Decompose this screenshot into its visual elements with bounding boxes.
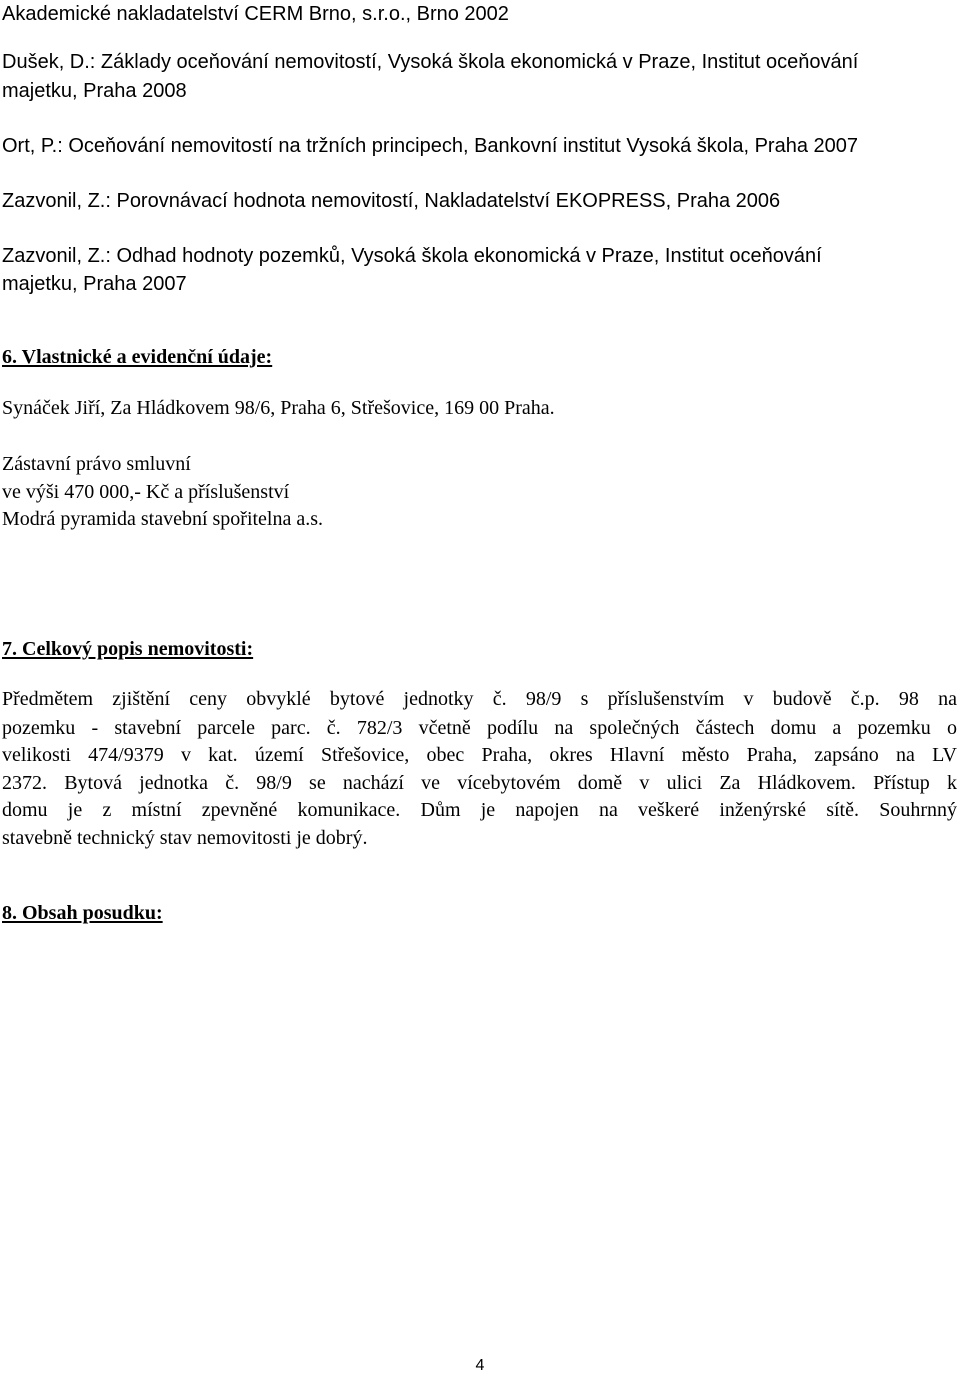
- description-line: 2372. Bytová jednotka č. 98/9 se nachází ve vícebytovém domě v ulici Za Hládkovem. Přístup k: [2, 772, 957, 794]
- reference-entry-continuation: majetku, Praha 2007: [2, 273, 187, 295]
- lien-type: Zástavní právo smluvní: [2, 453, 191, 475]
- owner-record: Synáček Jiří, Za Hládkovem 98/6, Praha 6, Střešovice, 169 00 Praha.: [2, 397, 555, 419]
- reference-entry: Dušek, D.: Základy oceňování nemovitostí, Vysoká škola ekonomická v Praze, Institut oceňování: [2, 51, 859, 73]
- description-line: velikosti 474/9379 v kat. území Střešovice, obec Praha, okres Hlavní město Praha, zapsáno na LV: [2, 744, 957, 766]
- page-number: 4: [475, 1357, 485, 1374]
- reference-entry: Akademické nakladatelství CERM Brno, s.r.o., Brno 2002: [2, 3, 509, 25]
- description-line: Předmětem zjištění ceny obvyklé bytové jednotky č. 98/9 s příslušenstvím v budově č.p. 98 na: [2, 688, 957, 710]
- lien-amount: ve výši 470 000,- Kč a příslušenství: [2, 481, 290, 503]
- description-line: pozemku - stavební parcele parc. č. 782/3 včetně podílu na společných částech domu a pozemku o: [2, 717, 957, 739]
- reference-entry: Ort, P.: Oceňování nemovitostí na tržních principech, Bankovní institut Vysoká škola, Praha 2007: [2, 135, 859, 157]
- description-line: domu je z místní zpevněné komunikace. Dům je napojen na veškeré inženýrské sítě. Souhrnný: [2, 799, 957, 821]
- description-line: stavebně technický stav nemovitosti je dobrý.: [2, 827, 368, 849]
- lien-holder: Modrá pyramida stavební spořitelna a.s.: [2, 508, 324, 530]
- reference-entry-continuation: majetku, Praha 2008: [2, 80, 187, 102]
- reference-entry: Zazvonil, Z.: Odhad hodnoty pozemků, Vysoká škola ekonomická v Praze, Institut oceňování: [2, 245, 822, 267]
- reference-entry: Zazvonil, Z.: Porovnávací hodnota nemovitostí, Nakladatelství EKOPRESS, Praha 2006: [2, 190, 781, 212]
- section-heading-description: 7. Celkový popis nemovitosti:: [2, 638, 254, 660]
- section-heading-ownership: 6. Vlastnické a evidenční údaje:: [2, 346, 273, 368]
- section-heading-contents: 8. Obsah posudku:: [2, 902, 163, 924]
